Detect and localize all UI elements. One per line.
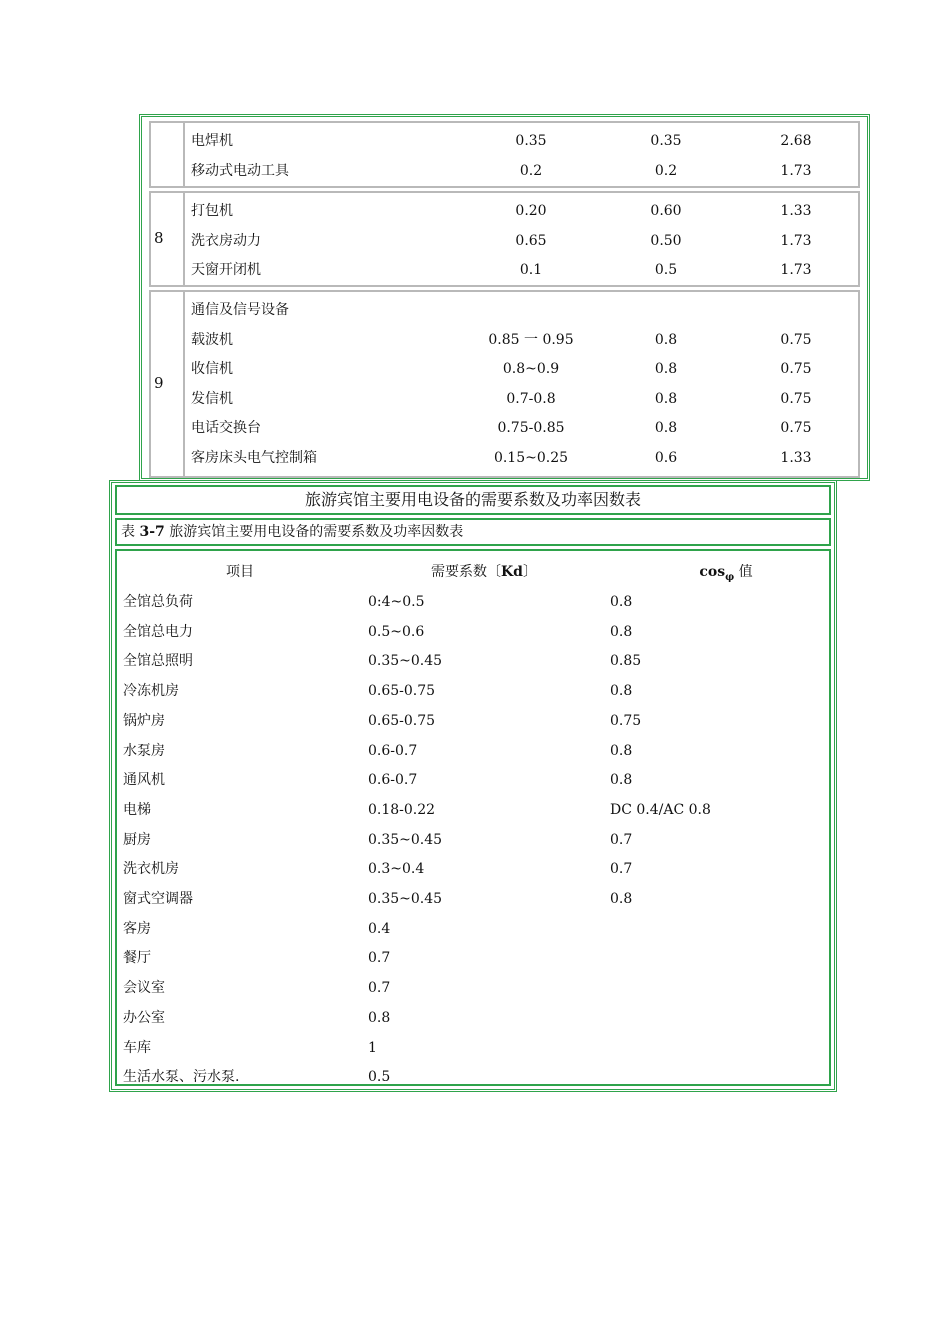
row-value: 1.73 (780, 162, 812, 179)
row-name: 天窗开闭机 (191, 262, 261, 279)
row-value: 0.35~0.45 (368, 831, 443, 848)
row-value: 0.2 (654, 162, 678, 179)
row-value: 0:4~0.5 (368, 594, 425, 610)
header-item: 项目 (226, 564, 254, 580)
group-number: 8 (154, 229, 164, 247)
row-value: 0.7 (368, 980, 391, 997)
row-name: 洗衣房动力 (191, 232, 261, 249)
row-name: 载波机 (191, 331, 233, 348)
table-group (149, 121, 860, 188)
row-value: 0.8 (610, 594, 633, 610)
row-item: 水泵房 (123, 742, 165, 759)
row-value: 0.50 (650, 232, 682, 249)
equipment-coefficient-table-continued (139, 114, 870, 481)
row-value: 0.85 (610, 653, 642, 670)
row-item: 窗式空调器 (123, 891, 193, 907)
row-value: 0.85 一 0.95 (488, 331, 574, 348)
row-item: 会议室 (123, 980, 165, 997)
row-value: 1 (368, 1039, 377, 1056)
row-value: 1.73 (780, 232, 812, 249)
group-number-cell (151, 123, 185, 186)
row-value: 0.8 (368, 1009, 391, 1026)
row-value: 0.7 (610, 861, 633, 878)
row-name: 电话交换台 (191, 420, 261, 437)
row-value: 0.8 (610, 891, 633, 907)
row-value: 0.7-0.8 (506, 390, 556, 407)
table-group (149, 290, 860, 478)
row-item: 通风机 (123, 772, 165, 789)
row-item: 办公室 (123, 1009, 165, 1026)
row-name: 打包机 (191, 203, 233, 219)
hotel-equipment-table (109, 480, 837, 1092)
row-value: 0.3~0.4 (368, 861, 425, 878)
row-value: 0.5 (654, 262, 678, 279)
row-value: 0.4 (368, 920, 391, 937)
row-value: 1.33 (780, 203, 812, 219)
group-number: 9 (154, 374, 164, 392)
row-value: 0.60 (650, 203, 682, 219)
row-value: 0.1 (519, 262, 543, 279)
row-value: 0.75 (780, 390, 812, 407)
row-value: 0.20 (515, 203, 547, 219)
row-value: 0.35~0.45 (368, 891, 443, 907)
row-value: 0.75 (780, 331, 812, 348)
row-item: 电梯 (123, 801, 151, 818)
row-value: 0.75 (610, 712, 642, 729)
header-kd: 需要系数〔Kd〕 (431, 564, 537, 580)
row-name: 移动式电动工具 (191, 162, 289, 179)
row-item: 客房 (123, 920, 151, 937)
row-value: 0.8 (654, 420, 678, 437)
row-value: 0.35 (515, 133, 547, 149)
row-value: 0.7 (610, 831, 633, 848)
row-name: 发信机 (191, 390, 233, 407)
row-name: 客房床头电气控制箱 (191, 450, 317, 466)
row-value: 0.7 (368, 950, 391, 967)
row-value: 0.6-0.7 (368, 772, 418, 789)
row-item: 生活水泵、污水泵. (123, 1069, 240, 1086)
row-value: 0.75 (780, 420, 812, 437)
row-value: 2.68 (780, 133, 812, 149)
row-value: 0.35~0.45 (368, 653, 443, 670)
row-value: 0.6-0.7 (368, 742, 418, 759)
row-value: 0.8 (610, 683, 633, 700)
row-value: 0.75 (780, 361, 812, 378)
header-cos: $\cos_\varphi$ 值 (699, 564, 753, 583)
row-item: 冷冻机房 (123, 683, 179, 700)
group-number-cell (151, 193, 185, 285)
row-item: 锅炉房 (123, 712, 165, 729)
row-item: 洗衣机房 (123, 861, 179, 878)
table-group (149, 191, 860, 287)
row-value: 0.2 (519, 162, 543, 179)
row-value: 0.5~0.6 (368, 623, 425, 640)
row-value: 0.75-0.85 (497, 420, 565, 437)
row-item: 厨房 (123, 831, 151, 848)
row-name: 电焊机 (191, 133, 233, 149)
row-value: 0.8 (610, 623, 633, 640)
table-title: 旅游宾馆主要用电设备的需要系数及功率因数表 (115, 485, 831, 515)
row-value: 1.73 (780, 262, 812, 279)
row-item: 全馆总负荷 (123, 594, 193, 610)
table-caption: 表 3-7 旅游宾馆主要用电设备的需要系数及功率因数表 (115, 518, 831, 546)
row-value: 0.8 (654, 361, 678, 378)
row-value: 0.8~0.9 (502, 361, 560, 378)
row-item: 全馆总电力 (123, 623, 193, 640)
row-value: 0.15~0.25 (493, 450, 569, 466)
row-item: 餐厅 (123, 950, 151, 967)
row-item: 车库 (123, 1039, 151, 1056)
row-value: 0.6 (654, 450, 678, 466)
row-value: DC 0.4/AC 0.8 (610, 801, 711, 818)
row-value: 0.35 (650, 133, 682, 149)
row-name: 通信及信号设备 (191, 302, 289, 318)
row-value: 0.65-0.75 (368, 683, 436, 700)
group-number-cell (151, 292, 185, 476)
row-value: 0.65 (515, 232, 547, 249)
row-value: 0.8 (610, 772, 633, 789)
row-value: 0.65-0.75 (368, 712, 436, 729)
table-body (115, 549, 831, 1086)
row-value: 0.8 (610, 742, 633, 759)
row-value: 1.33 (780, 450, 812, 466)
row-value: 0.8 (654, 390, 678, 407)
row-value: 0.5 (368, 1069, 391, 1086)
row-name: 收信机 (191, 361, 233, 378)
row-item: 全馆总照明 (123, 653, 193, 670)
row-value: 0.18-0.22 (368, 801, 436, 818)
row-value: 0.8 (654, 331, 678, 348)
